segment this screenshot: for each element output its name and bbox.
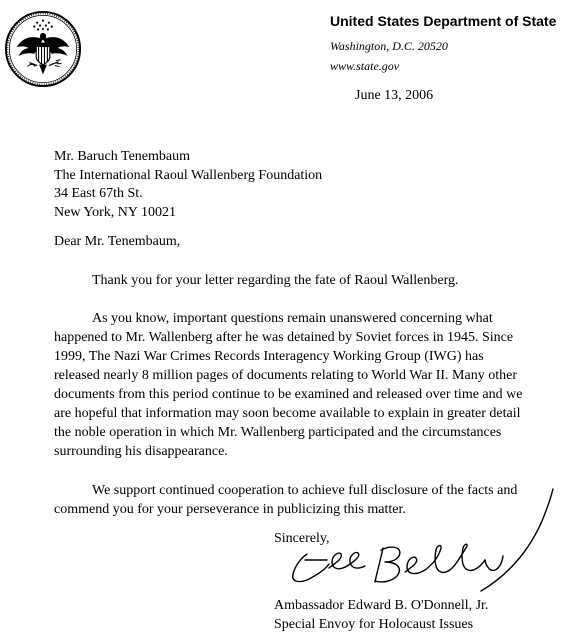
recipient-organization: The International Raoul Wallenberg Foundation [54,167,323,183]
body-paragraph-2: As you know, important questions remain unanswered concerning what happened to Mr. Wallenberg after he was detained by Soviet forces in 1945. Since 1999, The Nazi War Crimes Records Interagency Working Group (IWG) has released nearly 8 million pages of documents relating to World War II. Many other documents from this period continue to be examined and released over time and we are hopeful that information may soon become available to explain in greater detail the noble operation in which Mr. Wallenberg participated and the circumstances surrounding his disappearance. [54,311,523,459]
signer-name: Ambassador Edward B. O'Donnell, Jr. [274,598,489,613]
recipient-name: Mr. Baruch Tenembaum [54,149,191,164]
signer-title: Special Envoy for Holocaust Issues [274,617,474,632]
recipient-city: New York, NY 10021 [54,204,176,220]
department-name: United States Department of State [330,13,557,29]
great-seal-eagle-icon [4,10,82,88]
signer-block [274,596,488,634]
handwritten-signature [285,488,561,603]
letterhead [330,12,561,76]
department-website: www.state.gov [330,59,400,73]
body-paragraph-1: Thank you for your letter regarding the fate of Raoul Wallenberg. [92,273,459,288]
body-paragraph-3: We support continued cooperation to achieve full disclosure of the facts and commend you for your perseverance in publicizing this matter. [54,483,518,517]
closing: Sincerely, [274,531,330,546]
recipient-street: 34 East 67th St. [54,186,143,201]
department-city: Washington, D.C. 20520 [330,39,448,53]
letter-date: June 13, 2006 [355,88,434,103]
salutation: Dear Mr. Tenembaum, [54,234,181,249]
recipient-address [54,148,322,222]
